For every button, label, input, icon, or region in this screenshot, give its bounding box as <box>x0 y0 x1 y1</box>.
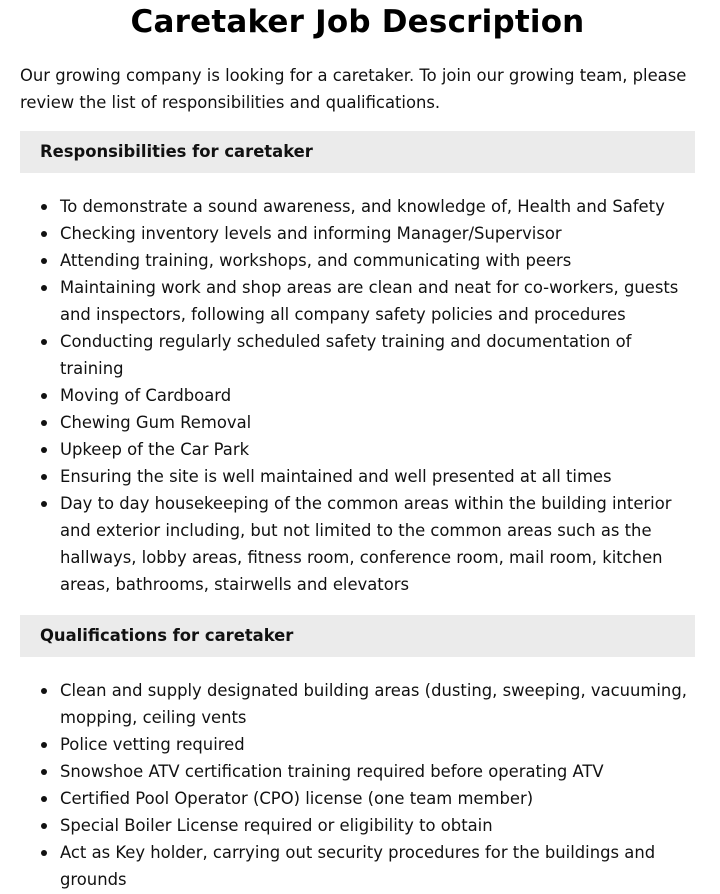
bullet-icon <box>41 796 47 802</box>
list-item: Special Boiler License required or eligibility to obtain <box>20 812 695 839</box>
bullet-icon <box>41 231 47 237</box>
responsibilities-heading: Responsibilities for caretaker <box>20 131 695 173</box>
bullet-icon <box>41 850 47 856</box>
bullet-icon <box>41 285 47 291</box>
list-item: Police vetting required <box>20 731 695 758</box>
list-item: Upkeep of the Car Park <box>20 436 695 463</box>
bullet-icon <box>41 393 47 399</box>
bullet-icon <box>41 204 47 210</box>
bullet-icon <box>41 501 47 507</box>
list-item: Certified Pool Operator (CPO) license (one team member) <box>20 785 695 812</box>
responsibilities-list <box>20 193 695 598</box>
bullet-icon <box>41 474 47 480</box>
list-item: Snowshoe ATV certification training required before operating ATV <box>20 758 695 785</box>
list-item: Attending training, workshops, and communicating with peers <box>20 247 695 274</box>
bullet-icon <box>41 258 47 264</box>
list-item: Moving of Cardboard <box>20 382 695 409</box>
bullet-icon <box>41 769 47 775</box>
intro-paragraph: Our growing company is looking for a caretaker. To join our growing team, please review the list of responsibilities and qualifications. <box>20 66 687 112</box>
page-title: Caretaker Job Description <box>130 4 585 40</box>
bullet-icon <box>41 742 47 748</box>
qualifications-heading: Qualifications for caretaker <box>20 615 695 657</box>
list-item: Checking inventory levels and informing Manager/Supervisor <box>20 220 695 247</box>
list-item: Maintaining work and shop areas are clean and neat for co-workers, guests and inspectors, following all company safety policies and procedures <box>20 274 695 328</box>
list-item: Conducting regularly scheduled safety training and documentation of training <box>20 328 695 382</box>
list-item: Chewing Gum Removal <box>20 409 695 436</box>
bullet-icon <box>41 420 47 426</box>
bullet-icon <box>41 447 47 453</box>
list-item: Ensuring the site is well maintained and well presented at all times <box>20 463 695 490</box>
qualifications-list <box>20 677 695 893</box>
list-item: To demonstrate a sound awareness, and knowledge of, Health and Safety <box>20 193 695 220</box>
job-description-page <box>20 0 695 893</box>
bullet-icon <box>41 688 47 694</box>
list-item: Act as Key holder, carrying out security procedures for the buildings and grounds <box>20 839 695 893</box>
list-item: Day to day housekeeping of the common areas within the building interior and exterior including, but not limited to the common areas such as the hallways, lobby areas, fitness room, conference room, mail room, kitchen areas, bathrooms, stairwells and elevators <box>20 490 695 598</box>
bullet-icon <box>41 823 47 829</box>
bullet-icon <box>41 339 47 345</box>
list-item: Clean and supply designated building areas (dusting, sweeping, vacuuming, mopping, ceiling vents <box>20 677 695 731</box>
